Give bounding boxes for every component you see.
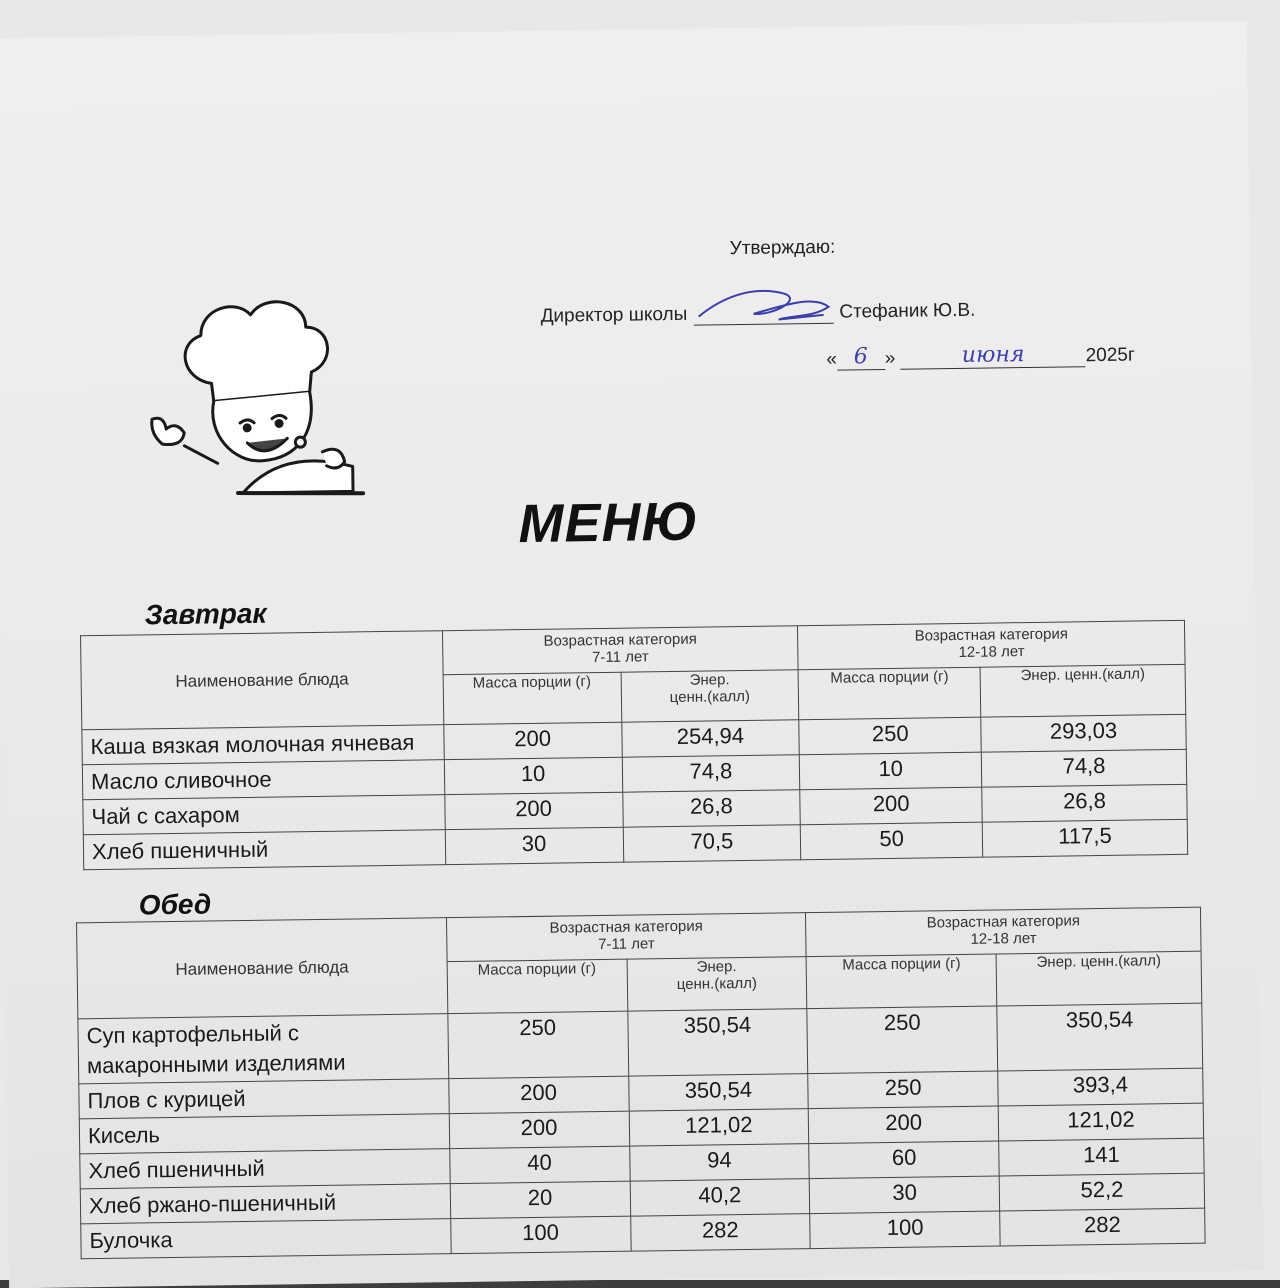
mass-7-11: 10 — [444, 757, 622, 794]
energy-12-18: 74,8 — [981, 749, 1186, 787]
mass-12-18: 250 — [808, 1071, 998, 1109]
breakfast-rows — [82, 714, 1188, 869]
energy-12-18: 117,5 — [982, 819, 1187, 857]
mass-7-11: 200 — [448, 1076, 628, 1114]
energy-7-11: 121,02 — [629, 1109, 809, 1147]
mass-7-11: 200 — [444, 792, 622, 829]
column-dish-name: Наименование блюда — [81, 631, 444, 730]
energy-12-18: 293,03 — [981, 714, 1186, 752]
mass-7-11: 40 — [449, 1146, 629, 1184]
dish-name: Масло сливочное — [82, 760, 444, 800]
mass-12-18: 200 — [809, 1106, 999, 1144]
lunch-table — [76, 907, 1206, 1260]
energy-12-18: 121,02 — [998, 1103, 1203, 1141]
breakfast-table — [80, 620, 1188, 870]
column-mass: Масса порции (г) — [806, 954, 997, 1009]
date-day: 6 — [837, 344, 885, 371]
director-name: Стефаник Ю.В. — [839, 299, 976, 323]
date-quote-close: » — [884, 347, 896, 369]
breakfast-title: Завтрак — [144, 597, 267, 631]
date-month: июня — [900, 341, 1085, 370]
energy-7-11: 94 — [629, 1144, 809, 1182]
mass-12-18: 50 — [801, 822, 983, 860]
date-quote-open: « — [826, 348, 837, 370]
column-energy: Энер. ценн.(калл) — [627, 957, 808, 1012]
director-line — [540, 300, 975, 328]
energy-7-11: 40,2 — [630, 1179, 810, 1217]
dish-name: Чай с сахаром — [83, 795, 445, 835]
mass-7-11: 100 — [450, 1216, 630, 1254]
energy-12-18: 26,8 — [982, 784, 1187, 822]
energy-7-11: 254,94 — [621, 720, 799, 757]
column-energy: Энер. ценн.(калл) — [621, 670, 800, 722]
mass-12-18: 10 — [800, 752, 982, 790]
mass-7-11: 200 — [449, 1111, 629, 1149]
category-7-11: Возрастная категория 7-11 лет — [446, 913, 806, 962]
energy-7-11: 350,54 — [627, 1009, 808, 1077]
dish-name: Кисель — [79, 1114, 449, 1154]
dish-name: Хлеб пшеничный — [80, 1149, 450, 1189]
dish-name: Хлеб ржано-пшеничный — [80, 1184, 450, 1224]
chef-icon — [120, 271, 373, 504]
dish-name: Суп картофельный с макаронными изделиями — [78, 1014, 449, 1084]
approval-date — [826, 341, 1135, 371]
dish-name: Каша вязкая молочная ячневая — [82, 725, 444, 765]
approval-label: Утверждаю: — [729, 236, 836, 260]
director-label: Директор школы — [540, 303, 688, 327]
energy-12-18: 393,4 — [998, 1068, 1203, 1106]
mass-12-18: 250 — [799, 717, 981, 755]
lunch-title: Обед — [138, 888, 212, 921]
mass-7-11: 30 — [445, 827, 623, 864]
mass-12-18: 200 — [800, 787, 982, 825]
column-dish-name: Наименование блюда — [77, 918, 448, 1019]
dish-name: Булочка — [81, 1219, 451, 1259]
mass-12-18: 60 — [809, 1141, 999, 1179]
energy-7-11: 350,54 — [628, 1074, 808, 1112]
energy-7-11: 74,8 — [622, 755, 800, 792]
paper-sheet — [0, 21, 1264, 1288]
column-energy: Энер. ценн.(калл) — [996, 951, 1202, 1006]
lunch-rows — [78, 1003, 1205, 1259]
page-title: МЕНЮ — [518, 491, 700, 555]
column-mass: Масса порции (г) — [447, 959, 628, 1014]
signature — [693, 305, 833, 326]
date-year: 2025г — [1085, 344, 1135, 367]
mass-7-11: 20 — [450, 1181, 630, 1219]
energy-7-11: 282 — [630, 1214, 810, 1252]
column-energy: Энер. ценн.(калл) — [980, 664, 1186, 717]
mass-12-18: 100 — [810, 1211, 1000, 1249]
column-mass: Масса порции (г) — [443, 672, 621, 724]
energy-7-11: 26,8 — [622, 790, 800, 827]
mass-7-11: 250 — [448, 1011, 629, 1079]
energy-12-18: 141 — [999, 1138, 1204, 1176]
energy-12-18: 350,54 — [997, 1003, 1203, 1071]
dish-name: Хлеб пшеничный — [83, 830, 445, 870]
category-12-18: Возрастная категория 12-18 лет — [806, 907, 1201, 957]
energy-12-18: 282 — [1000, 1208, 1205, 1246]
category-7-11: Возрастная категория 7-11 лет — [442, 626, 798, 675]
signature-icon — [693, 285, 834, 327]
energy-12-18: 52,2 — [999, 1173, 1204, 1211]
mass-7-11: 200 — [443, 722, 621, 759]
category-12-18: Возрастная категория 12-18 лет — [798, 620, 1185, 669]
dish-name: Плов с курицей — [79, 1079, 449, 1119]
energy-7-11: 70,5 — [623, 825, 801, 862]
mass-12-18: 250 — [807, 1006, 998, 1074]
column-mass: Масса порции (г) — [798, 667, 980, 720]
mass-12-18: 30 — [810, 1176, 1000, 1214]
